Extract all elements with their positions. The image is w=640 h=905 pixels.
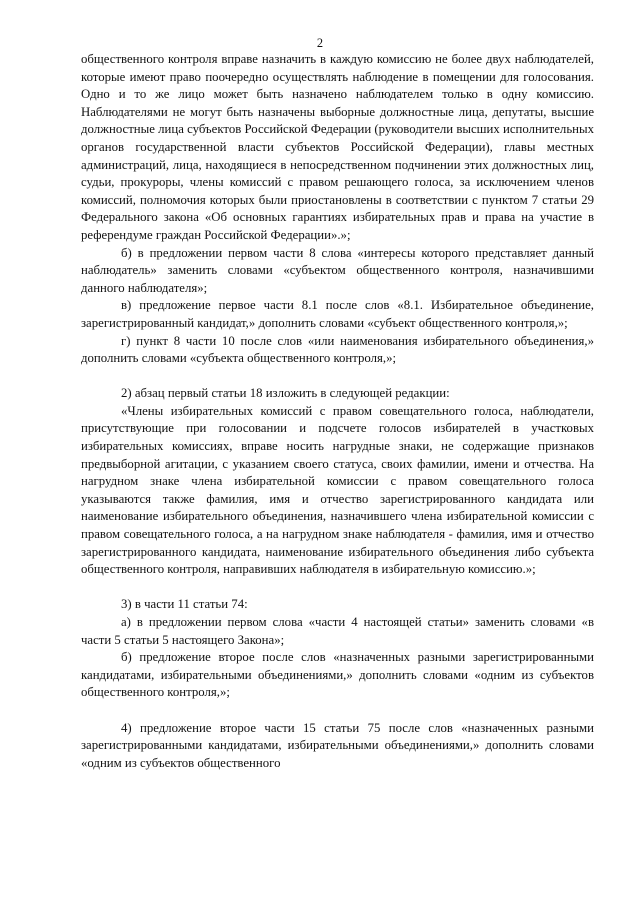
paragraph-item-g-part-10: г) пункт 8 части 10 после слов «или наименования избирательного объединения,» дополнить словами «субъекта общественного контроля,»;	[81, 333, 594, 366]
paragraph-article-18-new-text: «Члены избирательных комиссий с правом совещательного голоса, наблюдатели, присутствующие при голосовании и подсчете голосов избирателей в участковых избирательных комиссиях, вправе носить нагрудные знаки, не содержащие признаков предвыборной агитации, с указанием своего статуса, своих фамилии, имени и отчества. На нагрудном знаке члена избирательной комиссии с правом совещательного голоса указываются также фамилия, имя и отчество зарегистрированного кандидата или наименование избирательного объединения, назначившего члена избирательной комиссии с правом совещательного голоса, а на нагрудном знаке наблюдателя - фамилия, имя и отчество зарегистрированного кандидата, наименование избирательного объединения либо субъекта общественного контроля, направивших наблюдателя в избирательную комиссию.»;	[81, 403, 594, 577]
paragraph-item-b-part-8: б) в предложении первом части 8 слова «интересы которого представляет данный наблюдатель» заменить словами «субъектом общественного контроля, назначившими данного наблюдателя»;	[81, 245, 594, 295]
page-number: 2	[316, 36, 324, 50]
paragraph-item-2-article-18: 2) абзац первый статьи 18 изложить в следующей редакции:	[121, 386, 450, 401]
paragraph-item-v-part-8-1: в) предложение первое части 8.1 после слов «8.1. Избирательное объединение, зарегистрированный кандидат,» дополнить словами «субъект общественного контроля,»;	[81, 298, 594, 330]
paragraph-observers-continuation: общественного контроля вправе назначить в каждую комиссию не более двух наблюдателей, которые имеют право поочередно осуществлять наблюдение в помещении для голосования. Одно и то же лицо может быть назначено наблюдателем только в одну комиссию. Наблюдателями не могут быть назначены выборные должностные лица, депутаты, высшие должностные лица субъектов Российской Федерации (руководители высших исполнительных органов государственной власти субъектов Российской Федерации), главы местных администраций, лица, находящиеся в непосредственном подчинении этих должностных лиц, судьи, прокуроры, члены комиссий с правом решающего голоса, за исключением членов комиссий, полномочия которых были приостановлены в соответствии с пунктом 7 статьи 29 Федерального закона «Об основных гарантиях избирательных прав и права на участие в референдуме граждан Российской Федерации».»;	[81, 52, 594, 242]
paragraph-item-4-article-75: 4) предложение второе части 15 статьи 75 после слов «назначенных разными зарегистрированными кандидатами, избирательными объединениями,» дополнить словами «одним из субъектов общественного	[81, 720, 594, 770]
paragraph-item-a-article-74: а) в предложении первом слова «части 4 настоящей статьи» заменить словами «в части 5 статьи 5 настоящего Закона»;	[81, 615, 594, 647]
paragraph-item-b-article-74: б) предложение второе после слов «назначенных разными зарегистрированными кандидатами, избирательными объединениями,» дополнить словами «одним из субъектов общественного контроля,»;	[81, 650, 594, 700]
paragraph-item-3-article-74: 3) в части 11 статьи 74:	[121, 597, 248, 612]
document-body	[81, 51, 594, 772]
